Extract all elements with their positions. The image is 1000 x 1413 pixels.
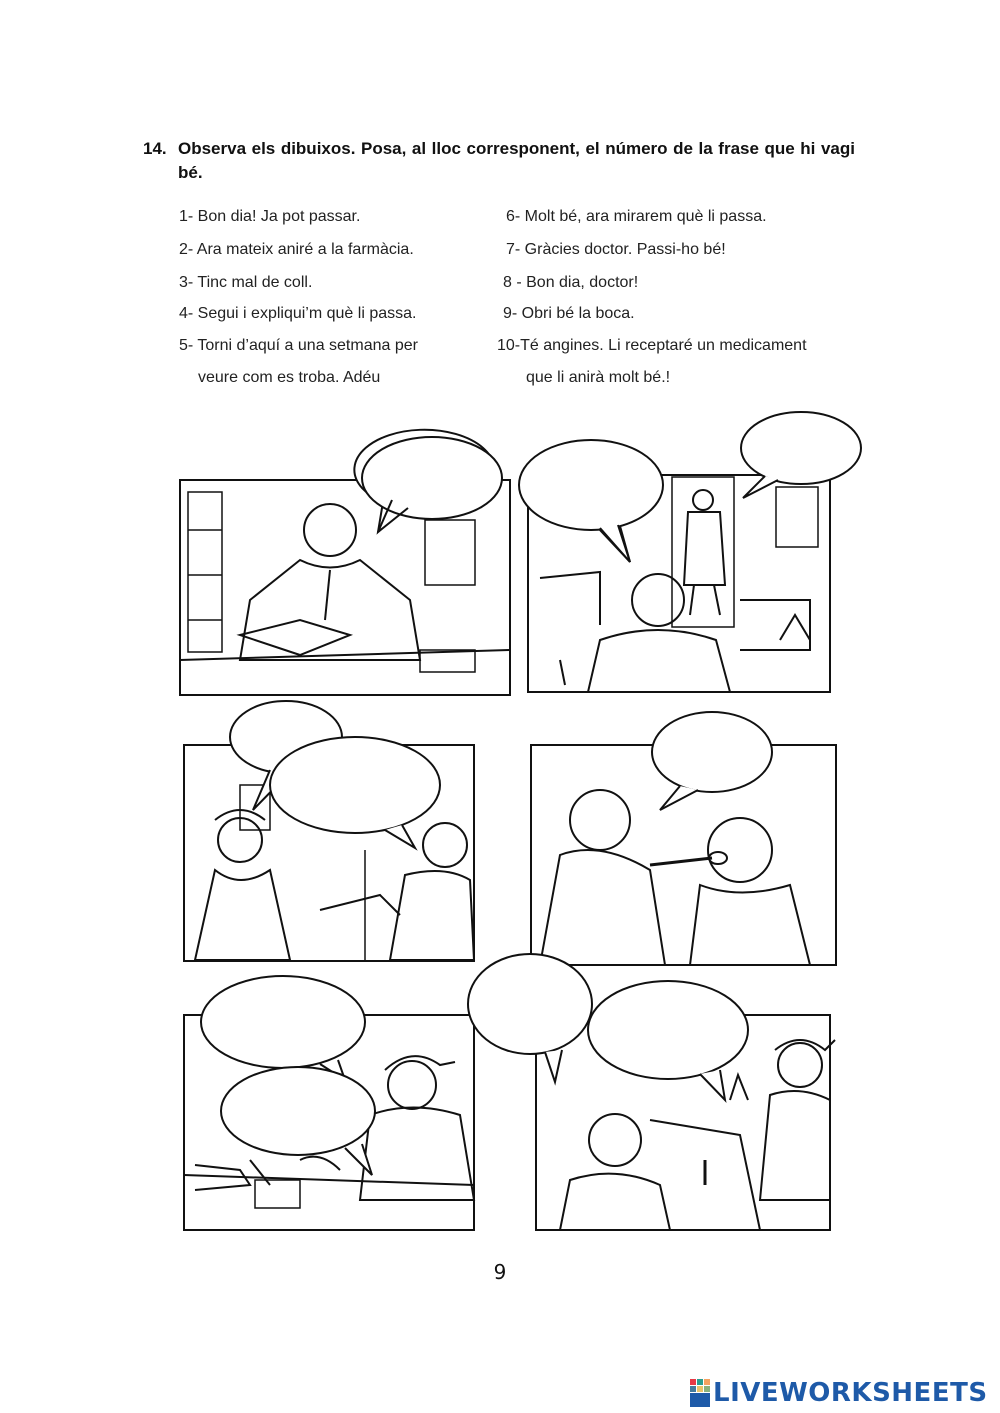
speech-bubble-10 — [588, 981, 748, 1079]
sentence-10-line-2: que li anirà molt bé.! — [526, 369, 671, 386]
speech-bubble-5 — [270, 737, 440, 833]
page-number: 9 — [493, 1260, 507, 1284]
speech-bubble-8 — [221, 1067, 375, 1155]
sentence-10-line-1: 10-Té angines. Li receptaré un medicament — [497, 337, 807, 354]
speech-bubble-3 — [741, 412, 861, 484]
brand-logo[interactable] — [690, 1376, 988, 1410]
sentence-1: 1- Bon dia! Ja pot passar. — [179, 208, 361, 225]
exercise-instruction: Observa els dibuixos. Posa, al lloc corresponent, el número de la frase que hi vagi bé. — [178, 139, 855, 182]
sentence-6: 6- Molt bé, ara mirarem què li passa. — [506, 208, 767, 225]
brand-mark-icon — [690, 1379, 710, 1407]
sentence-5-line-1: 5- Torni d’aquí a una setmana per — [179, 337, 418, 354]
exercise-number: 14. — [143, 139, 167, 158]
speech-bubble-6 — [652, 712, 772, 792]
speech-bubble-2 — [519, 440, 663, 530]
speech-bubble-7 — [201, 976, 365, 1068]
sentence-8: 8 - Bon dia, doctor! — [503, 274, 639, 291]
sentence-7: 7- Gràcies doctor. Passi-ho bé! — [506, 241, 726, 258]
sentence-3: 3- Tinc mal de coll. — [179, 274, 313, 291]
brand-name: LIVEWORKSHEETS — [713, 1378, 988, 1408]
sentence-4: 4- Segui i expliqui’m què li passa. — [179, 305, 417, 322]
speech-bubble-9 — [468, 954, 592, 1054]
sentence-5-line-2: veure com es troba. Adéu — [198, 369, 381, 386]
sentence-2: 2- Ara mateix aniré a la farmàcia. — [179, 241, 414, 258]
sentence-9: 9- Obri bé la boca. — [503, 305, 635, 322]
